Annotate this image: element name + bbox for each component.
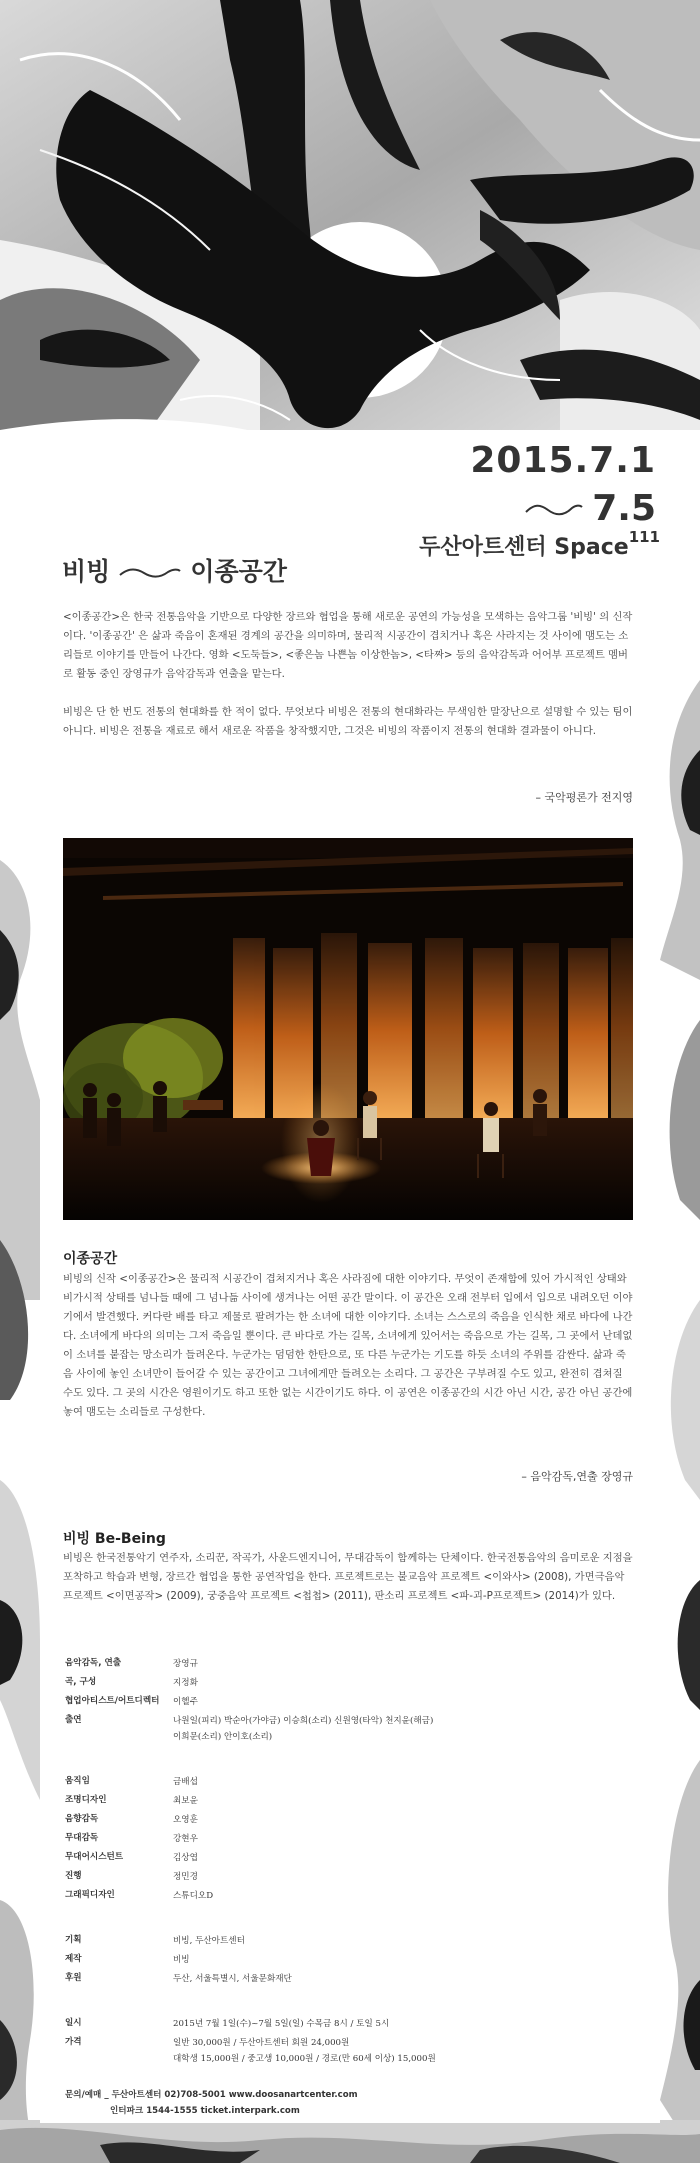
credit-value: 오영훈 xyxy=(173,1815,198,1825)
credit-key: 출연 xyxy=(65,1715,82,1725)
page-title xyxy=(62,552,287,588)
credit-value: 비빙, 두산아트센터 xyxy=(173,1936,245,1946)
credit-key: 음향감독 xyxy=(65,1814,99,1824)
credit-value: 최보윤 xyxy=(173,1796,198,1806)
credit-key: 움직임 xyxy=(65,1776,90,1786)
credit-value: 장영규 xyxy=(173,1659,198,1669)
credit-key: 그래픽디자인 xyxy=(65,1890,115,1900)
credit-value: 지정화 xyxy=(173,1678,198,1688)
credit-key: 곡, 구성 xyxy=(65,1677,97,1687)
credit-value: 두산, 서울특별시, 서울문화재단 xyxy=(173,1974,292,1984)
date-end xyxy=(524,488,656,529)
intro-section xyxy=(63,608,633,741)
credit-value: 비빙 xyxy=(173,1955,190,1965)
stage-photo xyxy=(63,838,633,1220)
section-group-body: 비빙은 한국전통악기 연주자, 소리꾼, 작곡가, 사운드엔지니어, 무대감독이 함께하는 단체이다. 한국전통음악의 음미로운 지점을 포착하고 학습과 변형, 장르간 협업을 통한 공연작업을 한다. 프로젝트로는 불교음악 프로젝트 <이와사> (2008), 가면극음악 프로젝트 <이면공작> (2009), 궁중음악 프로젝트 <첩첩> (2011), 판소리 프로젝트 <파-괴-P프로젝트> (2014)가 있다. xyxy=(63,1552,633,1602)
credit-key: 후원 xyxy=(65,1973,82,1983)
credit-key: 음악감독, 연출 xyxy=(65,1658,122,1668)
section-space-body-wrap xyxy=(63,1270,633,1422)
tilde-icon xyxy=(524,503,584,517)
date-end-text: 7.5 xyxy=(592,488,656,529)
credit-value: 나원일(피리) 박순아(가야금) 이승희(소리) 신원영(타악) 천지윤(해금) xyxy=(173,1716,434,1726)
credit-value: 2015년 7월 1일(수)~7월 5일(일) 수목금 8시 / 토일 5시 xyxy=(173,2019,390,2029)
credit-key: 협업아티스트/어트디렉터 xyxy=(65,1696,160,1706)
credit-value-cont: 이희문(소리) 안이호(소리) xyxy=(173,1732,273,1742)
credit-value: 김상엽 xyxy=(173,1853,198,1863)
intro-paragraph-1: <이종공간>은 한국 전통음악을 기반으로 다양한 장르와 협업을 통해 새로운 공연의 가능성을 모색하는 음악그룹 '비빙' 의 신작이다. '이종공간' 은 삶과 죽음이 혼재된 경계의 공간을 의미하며, 물리적 시공간이 겹치거나 혹은 사라지는 것 사이에 맴도는 소리들로 이야기를 만들어 나간다. 영화 <도둑들>, <좋은놈 나쁜놈 이상한놈>, <타짜> 등의 음악감독과 어어부 프로젝트 멤버로 활동 중인 장영규가 음악감독과 연출을 맡는다. xyxy=(63,611,633,680)
marble-decoration-bottom xyxy=(0,2120,700,2163)
credit-key: 일시 xyxy=(65,2018,82,2028)
venue xyxy=(419,528,660,561)
credit-value: 스튜디오D xyxy=(173,1891,214,1901)
section-group-body-wrap xyxy=(63,1549,633,1606)
section-space-body: 비빙의 신작 <이종공간>은 물리적 시공간이 겹쳐지거나 혹은 사라짐에 대한 이야기다. 무엇이 존재함에 있어 가시적인 상태와 비가시적 상태를 넘나들 때에 그 넘나듦 사이에 생겨나는 어떤 공간 말이다. 이 공간은 오래 전부터 입에서 입으로 내려오던 이야기에서 발견했다. 커다란 배를 타고 제물로 팔려가는 한 소녀에 대한 이야기다. 소녀는 스스로의 죽음을 인식한 채로 바다에 나간다. 소녀에게 바다의 의미는 그저 죽음일 뿐이다. 큰 바다로 가는 길목, 소녀에게 있어서는 죽음으로 가는 길목, 그 곳에서 난데없이 소녀를 붙잡는 망소리가 들려온다. 누군가는 덤덤한 한탄으로, 또 다른 누군가는 기도를 하듯 소녀의 주위를 감싼다. 삶과 죽음 사이에 놓인 소녀만이 들어갈 수 있는 공간이고 그녀에게만 들려오는 소리다. 그 공간은 구부려질 수도 있고, 완전히 겹쳐질 수도 있다. 그 곳의 시간은 영원이기도 하고 또한 없는 시간이기도 하다. 이 공연은 이종공간의 시간 아닌 시간, 공간 아닌 공간에 놓여 맴도는 소리들로 구성한다. xyxy=(63,1273,633,1418)
credit-key: 기획 xyxy=(65,1935,82,1945)
credit-value-cont: 대학생 15,000원 / 중고생 10,000원 / 경로(만 60세 이상) 15,000원 xyxy=(173,2054,436,2064)
credit-value: 금배섭 xyxy=(173,1777,198,1787)
credit-value: 일반 30,000원 / 두산아트센터 회원 24,000원 xyxy=(173,2038,350,2048)
contact-doosan[interactable]: 문의/예매 _ 두산아트센터 02)708-5001 www.doosanartcenter.com xyxy=(65,2090,358,2100)
credit-value: 정민경 xyxy=(173,1872,198,1882)
marble-decoration-right xyxy=(660,600,700,2163)
credit-key: 무대감독 xyxy=(65,1833,99,1843)
title-show: 이종공간 xyxy=(190,557,287,586)
credit-value: 강현우 xyxy=(173,1834,198,1844)
credit-key: 가격 xyxy=(65,2037,82,2047)
credit-key: 진행 xyxy=(65,1871,82,1881)
intro-paragraph-2: 비빙은 단 한 번도 전통의 현대화를 한 적이 없다. 무엇보다 비빙은 전통의 현대화라는 무색임한 말장난으로 설명할 수 있는 팀이 아니다. 비빙은 전통을 재료로 해서 새로운 작품을 창작했지만, 그것은 비빙의 작품이지 전통의 현대화 결과물이 아니다. xyxy=(63,706,633,737)
section-title-group: 비빙 Be-Being xyxy=(63,1531,166,1547)
section-space-signature: – 음악감독,연출 장영규 xyxy=(521,1470,633,1483)
contact-interpark[interactable]: 인터파크 1544-1555 ticket.interpark.com xyxy=(110,2106,300,2116)
intro-signature: – 국악평론가 전지영 xyxy=(535,791,633,804)
date-start: 2015.7.1 xyxy=(470,440,656,481)
marble-decoration-left xyxy=(0,600,40,2163)
credit-key: 무대어시스턴트 xyxy=(65,1852,124,1862)
title-group: 비빙 xyxy=(62,557,111,586)
section-title-space: 이종공간 xyxy=(63,1251,118,1267)
venue-superscript: 111 xyxy=(628,528,660,546)
credit-key: 제작 xyxy=(65,1954,82,1964)
credit-key: 조명디자인 xyxy=(65,1795,107,1805)
credit-value: 이헬주 xyxy=(173,1697,198,1707)
tilde-icon xyxy=(118,567,182,579)
venue-text: 두산아트센터 Space xyxy=(419,535,629,560)
